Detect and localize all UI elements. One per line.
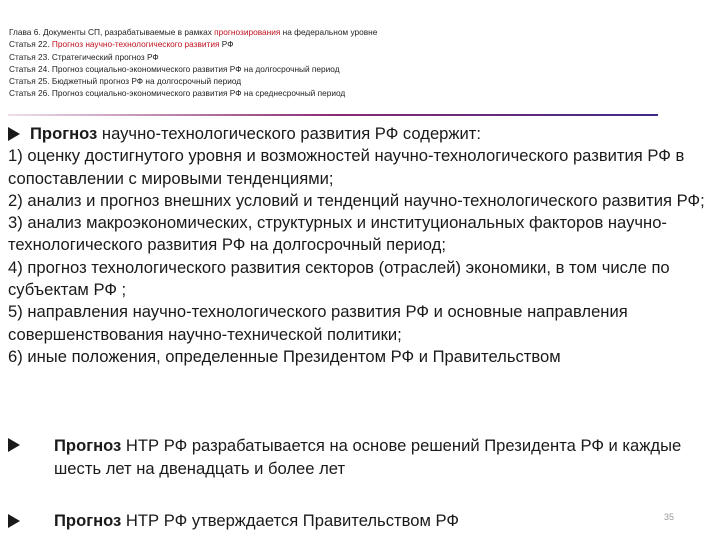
bullet-text bbox=[30, 434, 720, 480]
header-text: на федеральном уровне bbox=[280, 27, 378, 37]
bullet-rest-text: НТР РФ утверждается Правительством РФ bbox=[121, 511, 459, 530]
header-line-article-23: Статья 23. Стратегический прогноз РФ bbox=[9, 51, 159, 62]
page-number: 35 bbox=[664, 512, 675, 522]
bullet-rest-text: НТР РФ разрабатывается на основе решений Президента РФ и каждые шесть лет на двенадцать и более лет bbox=[54, 436, 682, 478]
header-highlight: Прогноз научно-технологического развития bbox=[51, 39, 220, 50]
header-highlight: прогнозирования bbox=[214, 27, 281, 37]
list-item: 6) иные положения, определенные Президентом РФ и Правительством bbox=[8, 346, 561, 366]
header-line-chapter bbox=[9, 26, 709, 38]
list-item: 4) прогноз технологического развития секторов (отраслей) экономики, в том числе по субъектам РФ ; bbox=[8, 257, 670, 300]
bullet-heading bbox=[8, 123, 708, 145]
list-item: 3) анализ макроэкономических, структурных и институциональных факторов научно-технологического развития РФ на долгосрочный период; bbox=[8, 213, 667, 255]
header-line-article-22 bbox=[9, 38, 709, 50]
forecast-content-block bbox=[8, 123, 708, 368]
bold-keyword: Прогноз bbox=[54, 436, 122, 455]
header-text: РФ bbox=[219, 39, 234, 50]
list-item: 1) оценку достигнутого уровня и возможностей научно-технологического развития РФ в сопоставлении с мировыми тенденциями; bbox=[8, 146, 685, 188]
bold-keyword: Прогноз bbox=[54, 511, 122, 530]
arrow-bullet-icon bbox=[8, 514, 20, 528]
bullet-text bbox=[30, 510, 720, 532]
bold-keyword: Прогноз bbox=[30, 124, 98, 143]
section-divider bbox=[8, 114, 658, 117]
header-text: Глава 6. Документы СП, разрабатываемые в рамках bbox=[9, 27, 215, 37]
arrow-bullet-icon bbox=[8, 127, 20, 141]
header-text: Статья 22. bbox=[9, 39, 52, 50]
bullet-heading-text: научно-технологического развития РФ содержит: bbox=[97, 124, 481, 143]
list-item: 2) анализ и прогноз внешних условий и тенденций научно-технологического развития РФ; bbox=[8, 190, 705, 210]
header-line-article-24: Статья 24. Прогноз социально-экономического развития РФ на долгосрочный период bbox=[9, 63, 340, 74]
bullet-development-basis bbox=[8, 434, 720, 480]
list-item: 5) направления научно-технологического развития РФ и основные направления совершенствования научно-технической политики; bbox=[8, 302, 628, 344]
header-line-article-25: Статья 25. Бюджетный прогноз РФ на долгосрочный период bbox=[9, 76, 242, 87]
arrow-bullet-icon bbox=[8, 438, 20, 452]
bullet-approval bbox=[8, 510, 720, 532]
header-chapter-list bbox=[9, 26, 709, 100]
header-line-article-26: Статья 26. Прогноз социально-экономического развития РФ на среднесрочный период bbox=[9, 88, 346, 99]
